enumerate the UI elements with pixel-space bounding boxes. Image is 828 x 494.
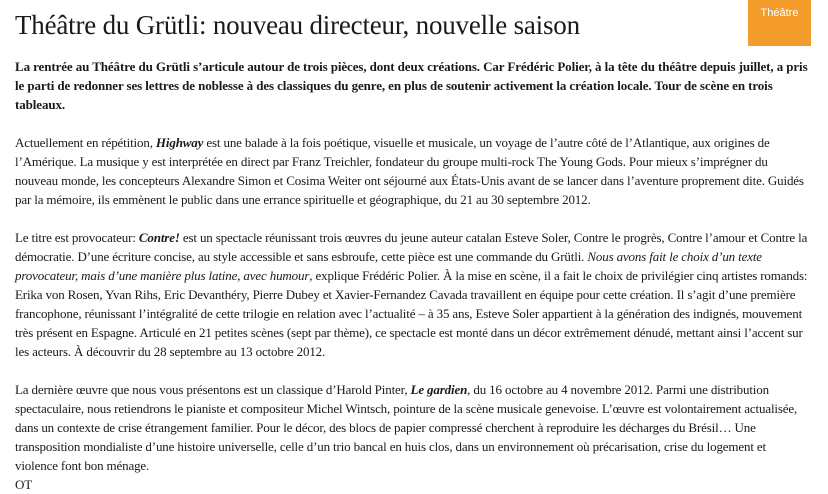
- paragraph-text: La dernière œuvre que nous vous présentons est un classique d’Harold Pinter,: [15, 382, 411, 397]
- author-signature: OT: [15, 477, 33, 492]
- work-title-contre: Contre!: [138, 230, 180, 245]
- paragraph-highway: [15, 133, 810, 209]
- paragraph-text: Le titre est provocateur:: [15, 230, 139, 245]
- paragraph-text: , du 16 octobre au 4 novembre 2012. Parmi une distribution spectaculaire, nous retiendrons le pianiste et compositeur Michel Wintsch, pointure de la scène musicale genevoise. L’œuvre est volontairement actualisée, dans un contexte de crise étrangement familier. Pour le décor, des blocs de papier compressé cherchent à reproduire les décharges du Brésil… Une transposition mondialiste d’une histoire universelle, celle d’un trio bancal en huis clos, dans un environnement où précarisation, crise du logement et violence font bon ménage.: [15, 382, 798, 473]
- category-tag-theatre[interactable]: Théâtre: [748, 0, 811, 46]
- article-lead: La rentrée au Théâtre du Grütli s’articule autour de trois pièces, dont deux créations. Car Frédéric Polier, à la tête du théâtre depuis juillet, a pris le parti de redonner ses lettres de noblesse à des classiques du genre, en plus de soutenir activement la création locale. Tour de scène en trois tableaux.: [15, 59, 808, 112]
- paragraph-text: Actuellement en répétition,: [15, 135, 156, 150]
- article-title: Théâtre du Grütli: nouveau directeur, nouvelle saison: [15, 10, 580, 40]
- article: [15, 0, 810, 494]
- paragraph-text: est un spectacle réunissant trois œuvres du jeune auteur catalan Esteve Soler, Contre le progrès, Contre l’amour et Contre la démocratie. D’une écriture concise, au style accessible et sans esbroufe, cette pièce est une commande du Grütli.: [15, 230, 808, 264]
- director-quote: Nous avons fait le choix d’un texte provocateur, mais d’une manière plus latine, avec humour: [15, 249, 762, 283]
- paragraph-text: est une balade à la fois poétique, visuelle et musicale, un voyage de l’autre côté de l’Atlantique, aux origines de l’Amérique. La musique y est interprétée en direct par Franz Treichler, fondateur du groupe multi-rock The Young Gods. Pour mieux s’imprégner du nouveau monde, les concepteurs Alexandre Simon et Cosima Weiter ont séjourné aux États-Unis avant de se lancer dans l’aventure proprement dite. Guidés par la mémoire, ils emmènent le public dans une errance spirituelle et géographique, du 21 au 30 septembre 2012.: [15, 135, 804, 207]
- work-title-highway: Highway: [155, 135, 204, 150]
- paragraph-text: , explique Frédéric Polier. À la mise en scène, il a fait le choix de privilégier cinq artistes romands: Erika von Rosen, Yvan Rihs, Eric Devanthéry, Pierre Dubey et Xavier-Fernandez Cavada travaillent en équipe pour cette création. Il s’agit d’une première francophone, réunissant l’intégralité de cette trilogie en relation avec l’actualité – à 35 ans, Esteve Soler appartient à la génération des indignés, mouvement très présent en Espagne. Articulé en 21 petites scènes (sept par thème), ce spectacle est monté dans un décor extrêmement dénudé, mettant ainsi l’accent sur les acteurs. À découvrir du 28 septembre au 13 octobre 2012.: [15, 268, 808, 359]
- paragraph-le-gardien: [15, 380, 810, 494]
- paragraph-contre: [15, 228, 810, 361]
- work-title-le-gardien: Le gardien: [410, 382, 468, 397]
